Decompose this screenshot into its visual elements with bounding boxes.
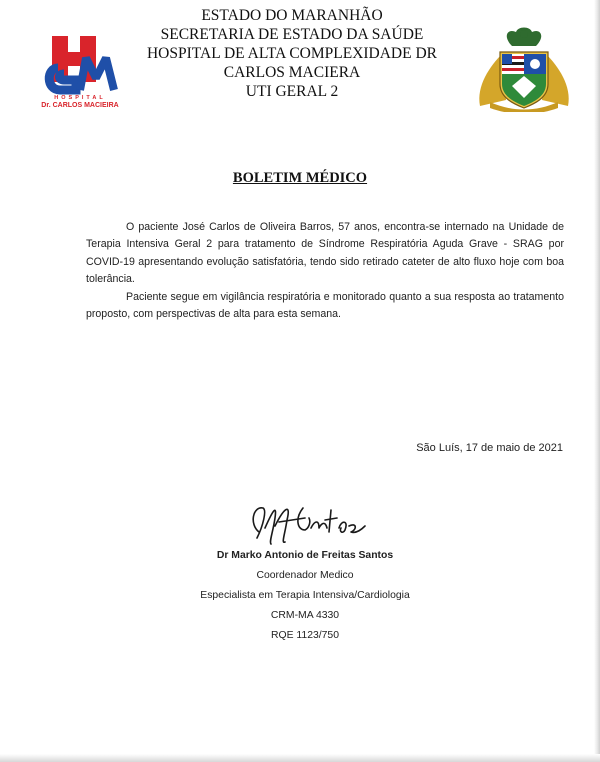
logo-subtitle-bottom: Dr. CARLOS MACIEIRA: [41, 102, 119, 109]
signatory-rqe: RQE 1123/750: [271, 630, 339, 641]
header-line-hospital: HOSPITAL DE ALTA COMPLEXIDADE DR: [146, 45, 438, 62]
header-line-hospital-name: CARLOS MACIERA: [223, 64, 361, 81]
signatory-role: Coordenador Medico: [256, 570, 354, 581]
header-line-unit: UTI GERAL 2: [245, 83, 339, 100]
page-edge-right: [594, 0, 600, 762]
report-paragraph: Paciente segue em vigilância respiratória e monitorado quanto a sua resposta ao tratamento proposto, com perspectivas de alta para esta semana.: [86, 290, 564, 321]
handwritten-signature: [245, 498, 370, 548]
page-edge-bottom: [0, 754, 600, 762]
signatory-crm: CRM-MA 4330: [270, 610, 340, 621]
header-line-state: ESTADO DO MARANHÃO: [201, 7, 383, 24]
logo-subtitle-top: HOSPITAL: [54, 95, 106, 101]
hospital-logo: [36, 28, 124, 112]
header-line-secretariat: SECRETARIA DE ESTADO DA SAÚDE: [160, 26, 424, 43]
signatory-specialty: Especialista em Terapia Intensiva/Cardiologia: [200, 590, 410, 601]
document-title: BOLETIM MÉDICO: [232, 170, 368, 186]
report-body: [86, 219, 564, 323]
institution-header: [120, 6, 464, 101]
document-date: São Luís, 17 de maio de 2021: [416, 442, 563, 454]
report-paragraph: O paciente José Carlos de Oliveira Barros, 57 anos, encontra-se internado na Unidade de Terapia Intensiva Geral 2 para tratamento de Síndrome Respiratória Aguda Grave - SRAG por COVID-19 apresentando evolução satisfatória, tendo sido retirado cateter de alto fluxo hoje com boa tolerância.: [86, 221, 564, 286]
signatory-block: [150, 546, 460, 646]
signatory-name: Dr Marko Antonio de Freitas Santos: [216, 550, 394, 561]
coat-of-arms-icon: [472, 26, 576, 112]
